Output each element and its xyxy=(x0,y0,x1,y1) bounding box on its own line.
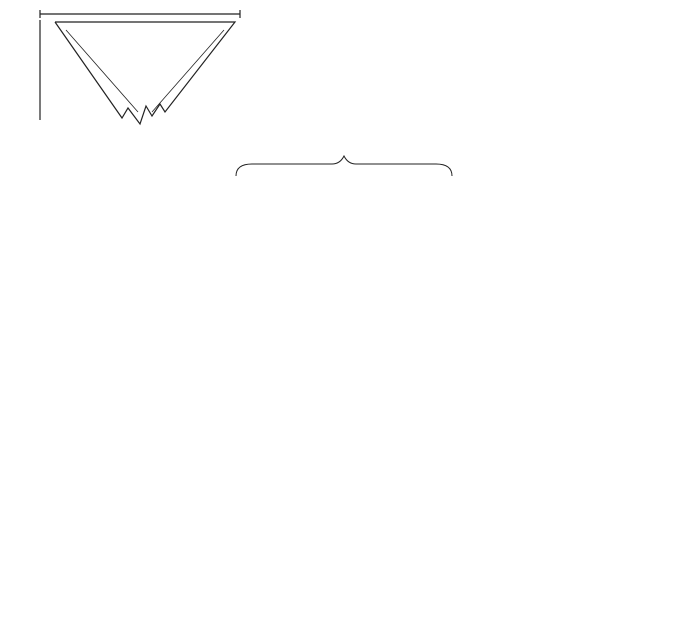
shawl-schematic xyxy=(40,10,240,124)
decrease-legend xyxy=(558,487,700,489)
symbol-legend xyxy=(4,448,204,449)
shawl-outline xyxy=(55,22,235,124)
rapport-brace xyxy=(236,156,452,176)
